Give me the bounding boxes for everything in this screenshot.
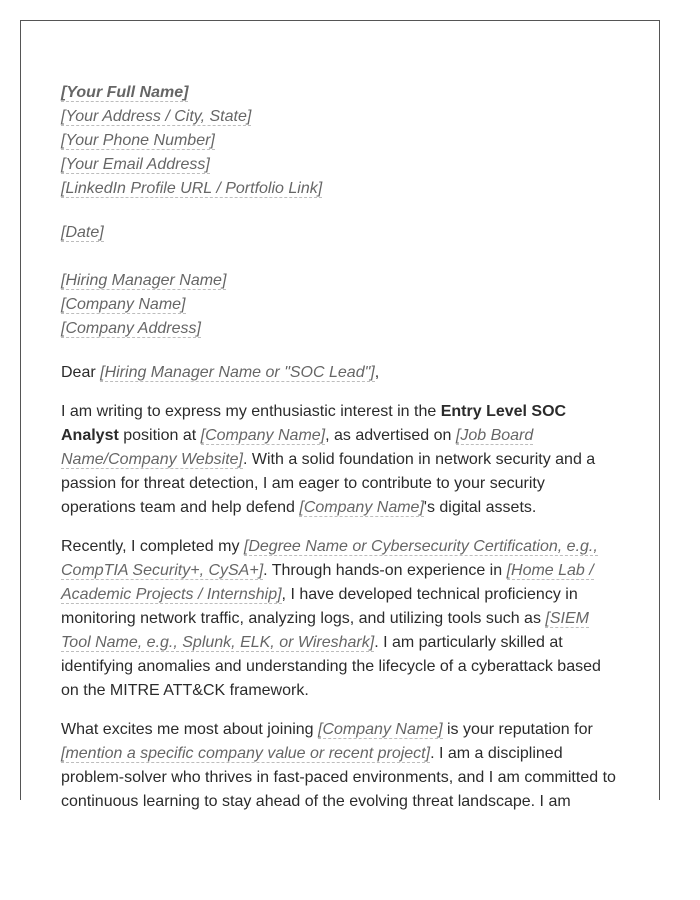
- salutation: [61, 361, 621, 385]
- p1-text-3: , as advertised on: [325, 427, 456, 444]
- company-name-placeholder: [Company Name]: [200, 427, 326, 444]
- recipient-address: [Company Address]: [61, 320, 201, 337]
- sender-address: [Your Address / City, State]: [61, 108, 252, 125]
- salutation-suffix: ,: [374, 364, 380, 381]
- degree-placeholder: [Degree Name or Cybersecurity Certification, e.g., CompTIA Security+, CySA+]: [61, 538, 598, 579]
- salutation-placeholder: [Hiring Manager Name or "SOC Lead"]: [100, 364, 375, 381]
- document-page: [20, 20, 660, 810]
- salutation-prefix: Dear: [61, 364, 101, 381]
- paragraph-intro: [61, 400, 621, 520]
- date-block: [61, 221, 621, 245]
- letter-date: [Date]: [61, 224, 104, 241]
- p3-text-3: . I am a disciplined problem-solver who thrives in fast-paced environments, and I am committed to continuous learning to stay ahead of the evolving threat landscape. I am: [61, 745, 616, 810]
- p2-text-4: . I am particularly skilled at identifying anomalies and understanding the lifecycle of a cyberattack based on the MITRE ATT&CK framework.: [61, 634, 601, 699]
- cover-letter: [61, 81, 621, 829]
- company-name-placeholder: [Company Name]: [318, 721, 443, 738]
- sender-phone: [Your Phone Number]: [61, 132, 215, 149]
- sender-email: [Your Email Address]: [61, 156, 210, 173]
- sender-block: [61, 81, 621, 201]
- p1-text-2: position at: [118, 427, 201, 444]
- siem-tool-placeholder: [SIEM Tool Name, e.g., Splunk, ELK, or Wireshark]: [61, 610, 589, 651]
- p2-text-2: . Through hands-on experience in: [263, 562, 507, 579]
- p1-text-1: I am writing to express my enthusiastic interest in the: [61, 403, 441, 420]
- paragraph-motivation: [61, 718, 621, 814]
- sender-full-name: [Your Full Name]: [61, 84, 189, 101]
- role-title: Entry Level SOC Analyst: [61, 403, 567, 444]
- sender-linkedin: [LinkedIn Profile URL / Portfolio Link]: [61, 180, 323, 197]
- company-name-placeholder: [Company Name]: [299, 499, 424, 516]
- p2-text-3: , I have developed technical proficiency in monitoring network traffic, analyzing logs, and utilizing tools such as: [61, 586, 578, 627]
- recipient-company: [Company Name]: [61, 296, 186, 313]
- paragraph-experience: [61, 535, 621, 703]
- company-value-placeholder: [mention a specific company value or recent project]: [61, 745, 431, 762]
- p3-text-2: is your reputation for: [442, 721, 593, 738]
- p1-text-5: 's digital assets.: [423, 499, 537, 516]
- projects-placeholder: [Home Lab / Academic Projects / Internship]: [61, 562, 594, 603]
- recipient-manager: [Hiring Manager Name]: [61, 272, 227, 289]
- p3-text-1: What excites me most about joining: [61, 721, 319, 738]
- p1-text-4: . With a solid foundation in network security and a passion for threat detection, I am eager to contribute to your security operations team and help defend: [61, 451, 596, 516]
- recipient-block: [61, 269, 621, 341]
- job-board-placeholder: [Job Board Name/Company Website]: [61, 427, 534, 468]
- p2-text-1: Recently, I completed my: [61, 538, 244, 555]
